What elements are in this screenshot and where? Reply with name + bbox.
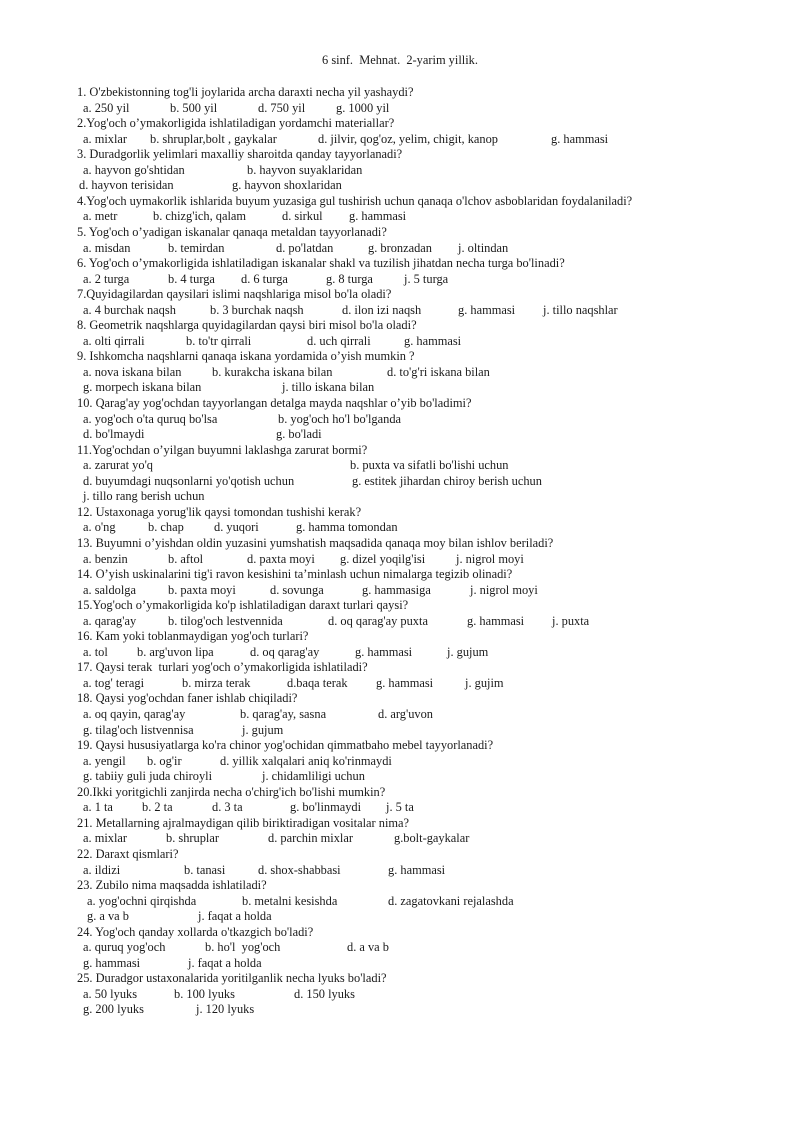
answer-options-row xyxy=(0,862,800,878)
answer-options-row xyxy=(0,768,800,784)
answer-option: g. hammasi xyxy=(355,644,413,659)
question-text: 1. O'zbekistonning tog'li joylarida archa daraxti necha yil yashaydi? xyxy=(77,85,414,99)
answer-option: d. ilon izi naqsh xyxy=(342,302,422,317)
answer-option: j. oltindan xyxy=(458,240,509,255)
answer-option: d. bo'lmaydi xyxy=(83,427,145,442)
answer-option: j. tillo iskana bilan xyxy=(282,380,375,395)
answer-option: g. dizel yoqilg'isi xyxy=(340,551,426,566)
answer-options-row xyxy=(0,411,800,427)
question-text: 23. Zubilo nima maqsadda ishlatiladi? xyxy=(77,878,267,893)
answer-option: j. faqat a holda xyxy=(188,955,262,970)
question-text: 10. Qarag'ay yog'ochdan tayyorlangan detalga mayda naqshlar o’yib bo'ladimi? xyxy=(77,396,472,410)
answer-option: d. hayvon terisidan xyxy=(79,178,174,193)
answer-option: b. 4 turga xyxy=(168,271,215,286)
answer-option: d. parchin mixlar xyxy=(268,831,353,846)
question-text: 24. Yog'och qanday xollarda o'tkazgich bo'ladi? xyxy=(77,924,314,939)
question-text: 14. O’yish uskinalarini tig'i ravon kesishini ta’minlash uchun nimalarga tegizib olinadi? xyxy=(77,567,513,582)
question-text: 15.Yog'och o’ymakorligida ko'p ishlatiladigan daraxt turlari qaysi? xyxy=(77,598,409,613)
answer-option: a. tol xyxy=(83,644,108,659)
answer-option: g. hammasi xyxy=(349,209,407,224)
answer-options-row xyxy=(0,799,800,815)
answer-option: g. hammasi xyxy=(376,675,434,690)
answer-option: b. 100 lyuks xyxy=(174,986,235,1001)
answer-option: j. chidamliligi uchun xyxy=(262,769,365,784)
answer-options-row xyxy=(0,379,800,395)
answer-option: d. yillik xalqalari aniq ko'rinmaydi xyxy=(220,753,392,768)
question-text: 22. Daraxt qismlari? xyxy=(77,846,179,861)
answer-option: g. a va b xyxy=(87,909,129,924)
question-text: 18. Qaysi yog'ochdan faner ishlab chiqiladi? xyxy=(77,691,298,706)
answer-option: d. 3 ta xyxy=(212,800,243,815)
question-text: 6. Yog'och o’ymakorligida ishlatiladigan iskanalar shakl va tuzilish jihatdan necha turga bo'linadi? xyxy=(77,256,565,271)
answer-option: a. yog'och o'ta quruq bo'lsa xyxy=(83,411,218,426)
question-text: 17. Qaysi terak turlari yog'och o’ymakorligida ishlatiladi? xyxy=(77,660,368,675)
answer-option: b. hayvon suyaklaridan xyxy=(247,162,363,177)
answer-option: d. sovunga xyxy=(270,582,324,597)
answer-option: d. 150 lyuks xyxy=(294,986,355,1001)
answer-options-row xyxy=(0,753,800,769)
answer-option: g. bo'linmaydi xyxy=(290,800,362,815)
answer-option: a. 50 lyuks xyxy=(83,986,138,1001)
answer-option: b. shruplar,bolt , gaykalar xyxy=(150,131,277,146)
answer-options-row xyxy=(0,955,800,971)
answer-option: j. 5 ta xyxy=(386,800,414,815)
answer-option: d. buyumdagi nuqsonlarni yo'qotish uchun xyxy=(83,473,295,488)
answer-option: d. uch qirrali xyxy=(307,333,371,348)
answer-options-row xyxy=(0,551,800,567)
answer-option: g. hammasi xyxy=(467,613,525,628)
answer-option: a. metr xyxy=(83,209,118,224)
answer-option: g. estitek jihardan chiroy berish uchun xyxy=(352,473,542,488)
answer-options-row xyxy=(0,830,800,846)
answer-options-row xyxy=(0,613,800,629)
question-text: 7.Quyidagilardan qaysilari islimi naqshlariga misol bo'la oladi? xyxy=(77,287,392,302)
answer-option: d. shox-shabbasi xyxy=(258,862,341,877)
answer-option: b. og'ir xyxy=(147,753,182,768)
answer-option: b. mirza terak xyxy=(182,675,251,690)
answer-options-row xyxy=(0,457,800,473)
answer-option: j. 120 lyuks xyxy=(196,1002,255,1017)
answer-option: d. to'g'ri iskana bilan xyxy=(387,364,490,379)
answer-options-row xyxy=(0,177,800,193)
answer-options-row xyxy=(0,939,800,955)
answer-option: a. saldolga xyxy=(83,582,136,597)
answer-option: g. hammasi xyxy=(458,302,516,317)
answer-option: a. mixlar xyxy=(83,131,128,146)
answer-option: g. hammasi xyxy=(83,955,141,970)
answer-option: d. oq qarag'ay xyxy=(250,644,320,659)
question-text: 3. Duradgorlik yelimlari maxalliy sharoitda qanday tayyorlanadi? xyxy=(77,147,403,162)
answer-option: g. 8 turga xyxy=(326,271,373,286)
question-text: 11.Yog'ochdan o’yilgan buyumni laklashga zarurat bormi? xyxy=(77,442,368,457)
answer-options-row xyxy=(0,706,800,722)
question-text: 16. Kam yoki toblanmaydigan yog'och turlari? xyxy=(77,629,309,644)
answer-options-row xyxy=(0,100,800,116)
answer-option: j. nigrol moyi xyxy=(470,582,538,597)
answer-options-row xyxy=(0,271,800,287)
answer-option: j. gujum xyxy=(242,722,284,737)
answer-option: b. tanasi xyxy=(184,862,226,877)
answer-option: a. zarurat yo'q xyxy=(83,458,153,473)
answer-option: d. jilvir, qog'oz, yelim, chigit, kanop xyxy=(318,131,498,146)
answer-option: d. a va b xyxy=(347,940,389,955)
answer-option: b. shruplar xyxy=(166,831,219,846)
answer-option: a. qarag'ay xyxy=(83,613,137,628)
answer-option: b. arg'uvon lipa xyxy=(137,644,214,659)
answer-options-row xyxy=(0,582,800,598)
answer-option: j. faqat a holda xyxy=(198,909,272,924)
answer-option: a. nova iskana bilan xyxy=(83,364,182,379)
answer-options-row xyxy=(0,675,800,691)
answer-options-row xyxy=(0,488,800,504)
answer-options-row xyxy=(0,473,800,489)
answer-option: b. aftol xyxy=(168,551,204,566)
answer-option: g. hammasi xyxy=(551,131,609,146)
answer-option: b. 500 yil xyxy=(170,100,218,115)
answer-option: b. kurakcha iskana bilan xyxy=(212,364,333,379)
answer-option: g. hayvon shoxlaridan xyxy=(232,178,342,193)
answer-option: d.baqa terak xyxy=(287,675,348,690)
answer-option: d. po'latdan xyxy=(276,240,334,255)
answer-options-row xyxy=(0,302,800,318)
answer-options-row xyxy=(0,364,800,380)
answer-option: g. bronzadan xyxy=(368,240,432,255)
answer-option: b. yog'och ho'l bo'lganda xyxy=(278,411,402,426)
answer-option: b. paxta moyi xyxy=(168,582,236,597)
page-title: 6 sinf. Mehnat. 2-yarim yillik. xyxy=(322,53,478,67)
answer-option: a. yog'ochni qirqishda xyxy=(87,893,197,908)
answer-option: g. hammasi xyxy=(404,333,462,348)
answer-option: b. ho'l yog'och xyxy=(205,940,281,955)
answer-option: g.bolt-gaykalar xyxy=(394,831,470,846)
answer-option: d. 6 turga xyxy=(241,271,288,286)
answer-option: d. 750 yil xyxy=(258,100,306,115)
answer-option: g. 1000 yil xyxy=(336,100,390,115)
answer-option: b. metalni kesishda xyxy=(242,893,338,908)
answer-option: g. tabiiy guli juda chiroyli xyxy=(83,769,213,784)
answer-option: a. o'ng xyxy=(83,520,116,535)
question-text: 4.Yog'och uymakorlik ishlarida buyum yuzasiga gul tushirish uchun qanaqa o'lchov asboblaridan foydalaniladi? xyxy=(77,193,633,208)
answer-option: b. to'tr qirrali xyxy=(186,333,252,348)
answer-options-row xyxy=(0,986,800,1002)
answer-options-row xyxy=(0,1001,800,1017)
answer-option: a. misdan xyxy=(83,240,131,255)
question-text: 2.Yog'och o’ymakorligida ishlatiladigan yordamchi materiallar? xyxy=(77,116,395,131)
answer-option: g. hammasiga xyxy=(362,582,431,597)
question-text: 9. Ishkomcha naqshlarni qanaqa iskana yordamida o’yish mumkin ? xyxy=(77,349,415,364)
answer-option: d. arg'uvon xyxy=(378,707,434,721)
answer-option: g. tilag'och listvennisa xyxy=(83,722,194,737)
question-text: 21. Metallarning ajralmaydigan qilib biriktiradigan vositalar nima? xyxy=(77,815,410,830)
answer-option: g. hamma tomondan xyxy=(296,520,398,535)
answer-option: a. tog' teragi xyxy=(83,675,145,690)
answer-option: a. quruq yog'och xyxy=(83,940,166,955)
answer-options-row xyxy=(0,333,800,349)
answer-option: a. 1 ta xyxy=(83,800,113,815)
answer-options-row xyxy=(0,722,800,738)
answer-option: b. tilog'och lestvennida xyxy=(168,613,283,628)
question-text: 13. Buyumni o’yishdan oldin yuzasini yumshatish maqsadida qanaqa moy bilan ishlov beriladi? xyxy=(77,535,554,550)
answer-options-row xyxy=(0,644,800,660)
answer-option: j. puxta xyxy=(552,613,590,628)
answer-option: a. olti qirrali xyxy=(83,333,145,348)
answer-option: b. qarag'ay, sasna xyxy=(240,707,327,721)
answer-option: j. tillo rang berish uchun xyxy=(83,489,205,504)
answer-option: d. yuqori xyxy=(214,520,259,535)
answer-option: d. oq qarag'ay puxta xyxy=(328,613,428,628)
answer-option: g. hammasi xyxy=(388,862,446,877)
question-text: 19. Qaysi hususiyatlarga ko'ra chinor yog'ochidan qimmatbaho mebel tayyorlanadi? xyxy=(77,738,494,753)
answer-option: g. bo'ladi xyxy=(276,427,322,442)
answer-option: b. chap xyxy=(148,520,184,535)
answer-options-row xyxy=(0,519,800,535)
question-text: 5. Yog'och o’yadigan iskanalar qanaqa metaldan tayyorlanadi? xyxy=(77,224,387,239)
answer-option: d. paxta moyi xyxy=(247,551,315,566)
answer-option: b. chizg'ich, qalam xyxy=(153,209,247,224)
answer-option: a. yengil xyxy=(83,753,126,768)
answer-option: d. zagatovkani rejalashda xyxy=(388,893,514,908)
answer-options-row xyxy=(0,131,800,147)
answer-option: a. oq qayin, qarag'ay xyxy=(83,707,186,721)
answer-option: j. tillo naqshlar xyxy=(543,302,618,317)
answer-options-row xyxy=(0,908,800,924)
answer-option: a. 4 burchak naqsh xyxy=(83,302,176,317)
answer-option: a. ildizi xyxy=(83,862,121,877)
question-text: 12. Ustaxonaga yorug'lik qaysi tomondan tushishi kerak? xyxy=(77,504,362,519)
question-text: 20.Ikki yoritgichli zanjirda necha o'chirg'ich bo'lishi mumkin? xyxy=(77,784,386,799)
answer-option: a. benzin xyxy=(83,551,128,566)
question-text: 8. Geometrik naqshlarga quyidagilardan qaysi biri misol bo'la oladi? xyxy=(77,318,417,333)
answer-options-row xyxy=(0,893,800,909)
answer-option: b. temirdan xyxy=(168,240,225,255)
answer-option: b. 2 ta xyxy=(142,800,173,815)
answer-options-row xyxy=(0,426,800,442)
answer-options-row xyxy=(0,240,800,256)
answer-option: a. mixlar xyxy=(83,831,128,846)
answer-option: j. gujim xyxy=(465,675,504,690)
answer-option: a. 250 yil xyxy=(83,100,130,115)
answer-options-row xyxy=(0,162,800,178)
answer-option: j. nigrol moyi xyxy=(456,551,524,566)
answer-option: g. morpech iskana bilan xyxy=(83,380,202,395)
answer-option: g. 200 lyuks xyxy=(83,1002,144,1017)
answer-option: b. puxta va sifatli bo'lishi uchun xyxy=(350,458,509,473)
answer-option: j. gujum xyxy=(447,644,489,659)
question-text: 25. Duradgor ustaxonalarida yoritilganlik necha lyuks bo'ladi? xyxy=(77,971,387,986)
answer-options-row xyxy=(0,208,800,224)
answer-option: j. 5 turga xyxy=(404,271,449,286)
answer-option: d. sirkul xyxy=(282,209,323,224)
answer-option: a. 2 turga xyxy=(83,271,130,286)
answer-option: b. 3 burchak naqsh xyxy=(210,302,304,317)
answer-option: a. hayvon go'shtidan xyxy=(83,162,185,177)
